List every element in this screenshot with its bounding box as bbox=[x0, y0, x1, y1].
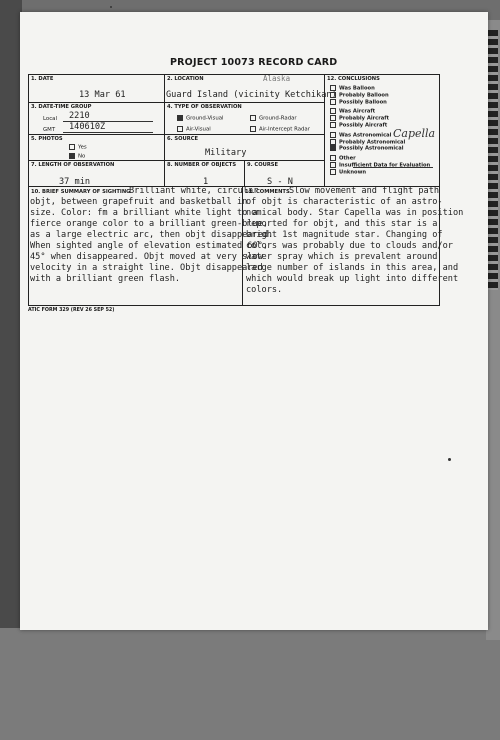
dtg-label: 3. DATE-TIME GROUP bbox=[31, 104, 92, 110]
conclusion-item bbox=[330, 169, 430, 176]
summary-line: 45° when disappeared. Objt moved at very slow bbox=[30, 252, 263, 262]
ground-radar-checkbox bbox=[250, 115, 256, 121]
conclusions-cell bbox=[325, 75, 439, 187]
card-title: PROJECT 10073 RECORD CARD bbox=[170, 57, 338, 68]
source-cell bbox=[165, 135, 325, 161]
comments-line: water spray which is prevalent around bbox=[246, 252, 438, 262]
photos-yes-text: Yes bbox=[78, 144, 87, 151]
summary-label: 10. BRIEF SUMMARY OF SIGHTING bbox=[31, 189, 131, 195]
conclusion-checkbox-checked bbox=[330, 145, 336, 151]
comments-line: nomical body. Star Capella was in position bbox=[246, 208, 464, 218]
conclusions-label: 12. CONCLUSIONS bbox=[327, 76, 380, 82]
conclusion-text: Possibly Astronomical bbox=[339, 145, 404, 152]
dtg-cell bbox=[29, 103, 165, 135]
scan-speck bbox=[448, 458, 451, 461]
other-group bbox=[330, 155, 430, 175]
photos-label: 5. PHOTOS bbox=[31, 136, 63, 142]
conclusion-item bbox=[330, 92, 430, 99]
obs-type-cell bbox=[165, 103, 325, 135]
length-value: 37 min bbox=[59, 177, 91, 187]
conclusion-text: Insufficient Data for Evaluation bbox=[339, 162, 431, 169]
conclusion-checkbox bbox=[330, 132, 336, 138]
photos-no-option bbox=[69, 153, 85, 160]
summary-line: Brilliant white, circular bbox=[129, 186, 259, 196]
summary-line: objt, between grapefruit and basketball in bbox=[30, 197, 248, 207]
air-intercept-text: Air-Intercept Radar bbox=[259, 126, 310, 133]
conclusion-checkbox bbox=[330, 115, 336, 121]
course-value: S - N bbox=[267, 177, 293, 187]
course-label: 9. COURSE bbox=[247, 162, 279, 168]
conclusion-text: Possibly Balloon bbox=[339, 99, 387, 106]
balloon-group bbox=[330, 85, 430, 105]
summary-line: fierce orange color to a brilliant green-blue, bbox=[30, 219, 268, 229]
length-label: 7. LENGTH OF OBSERVATION bbox=[31, 162, 115, 168]
conclusion-text: Probably Astronomical bbox=[339, 139, 406, 146]
air-intercept-option bbox=[250, 126, 310, 133]
ground-visual-text: Ground-Visual bbox=[186, 115, 224, 122]
date-cell bbox=[29, 75, 165, 103]
comments-line: colors was probably due to clouds and/or bbox=[246, 241, 453, 251]
air-visual-option bbox=[177, 126, 211, 133]
conclusion-text: Was Astronomical bbox=[339, 132, 392, 139]
num-objects-cell bbox=[165, 161, 245, 187]
comments-line: large number of islands in this area, and bbox=[246, 263, 459, 273]
dtg-gmt-value: 140610Z bbox=[69, 122, 106, 132]
num-objects-value: 1 bbox=[203, 177, 209, 187]
comments-line: of objt is characteristic of an astro- bbox=[246, 197, 443, 207]
aircraft-group bbox=[330, 108, 430, 128]
location-value: Guard Island (vicinity Ketchikan) bbox=[166, 90, 337, 100]
photos-cell bbox=[29, 135, 165, 161]
photos-no-text: No bbox=[78, 153, 86, 160]
conclusion-text: Probably Aircraft bbox=[339, 115, 390, 122]
conclusion-checkbox bbox=[330, 108, 336, 114]
conclusion-text: Was Balloon bbox=[339, 85, 375, 92]
source-value: Military bbox=[205, 148, 247, 158]
conclusion-item bbox=[330, 145, 430, 152]
conclusion-checkbox bbox=[330, 99, 336, 105]
photos-no-checkbox bbox=[69, 153, 75, 159]
obs-type-label: 4. TYPE OF OBSERVATION bbox=[167, 104, 242, 110]
conclusion-text: Unknown bbox=[339, 169, 367, 176]
date-label: 1. DATE bbox=[31, 76, 54, 82]
comments-line: reported for objt, and this star is a bbox=[246, 219, 438, 229]
location-label: 2. LOCATION bbox=[167, 76, 204, 82]
ground-radar-option bbox=[250, 115, 297, 122]
num-objects-label: 8. NUMBER OF OBJECTS bbox=[167, 162, 237, 168]
dtg-gmt-label: GMT bbox=[43, 127, 56, 133]
conclusion-checkbox bbox=[330, 139, 336, 145]
comments-cell bbox=[243, 186, 464, 305]
summary-line: with a brilliant green flash. bbox=[30, 274, 181, 284]
air-intercept-checkbox bbox=[250, 126, 256, 132]
location-state: Alaska bbox=[263, 74, 291, 83]
comments-line: bright 1st magnitude star. Changing of bbox=[246, 230, 443, 240]
dtg-local-value: 2210 bbox=[69, 111, 90, 121]
film-edge-strip bbox=[486, 20, 500, 640]
conclusion-item bbox=[330, 155, 430, 162]
conclusion-text: Was Aircraft bbox=[339, 108, 376, 115]
conclusion-text: Probably Balloon bbox=[339, 92, 389, 99]
conclusion-item bbox=[330, 85, 430, 92]
air-visual-text: Air-Visual bbox=[186, 126, 211, 133]
length-cell bbox=[29, 161, 165, 187]
ground-visual-checkbox bbox=[177, 115, 183, 121]
comments-line: which would break up light into different bbox=[246, 274, 459, 284]
photos-yes-option bbox=[69, 144, 87, 151]
conclusion-checkbox bbox=[330, 162, 336, 168]
conclusion-checkbox bbox=[330, 169, 336, 175]
comments-line: Slow movement and flight path bbox=[289, 186, 440, 196]
conclusion-checkbox bbox=[330, 155, 336, 161]
summary-line: size. Color: fm a brilliant white light to a bbox=[30, 208, 258, 218]
summary-line: When sighted angle of elevation estimated 60°, bbox=[30, 241, 268, 251]
film-perforation bbox=[488, 30, 498, 290]
conclusion-item bbox=[330, 115, 430, 122]
conclusion-checkbox bbox=[330, 92, 336, 98]
date-value: 13 Mar 61 bbox=[79, 90, 126, 100]
air-visual-checkbox bbox=[177, 126, 183, 132]
dtg-gmt-line bbox=[63, 132, 153, 133]
summary-line: velocity in a straight line. Objt disappeared bbox=[30, 263, 263, 273]
conclusion-item bbox=[330, 99, 430, 106]
source-label: 6. SOURCE bbox=[167, 136, 199, 142]
scan-speck bbox=[110, 6, 112, 8]
comments-line: colors. bbox=[246, 285, 283, 295]
location-cell bbox=[165, 74, 337, 103]
summary-line: as a large electric arc, then objt disappeared. bbox=[30, 230, 274, 240]
conclusion-checkbox bbox=[330, 122, 336, 128]
comments-label: 11. COMMENTS bbox=[245, 189, 290, 195]
ground-radar-text: Ground-Radar bbox=[259, 115, 297, 122]
handwritten-capella: Capella bbox=[393, 127, 436, 140]
photos-yes-checkbox bbox=[69, 144, 75, 150]
other-blank-line bbox=[353, 167, 433, 168]
conclusion-text: Other bbox=[339, 155, 356, 162]
conclusion-item bbox=[330, 108, 430, 115]
ground-visual-option bbox=[177, 115, 224, 122]
dtg-local-label: Local bbox=[43, 116, 57, 122]
course-cell bbox=[245, 161, 325, 187]
conclusion-text: Possibly Aircraft bbox=[339, 122, 388, 129]
form-footer: ATIC FORM 329 (REV 26 SEP 52) bbox=[28, 308, 115, 313]
scan-background-bottom bbox=[0, 628, 500, 740]
record-form bbox=[28, 74, 464, 306]
conclusion-checkbox bbox=[330, 85, 336, 91]
